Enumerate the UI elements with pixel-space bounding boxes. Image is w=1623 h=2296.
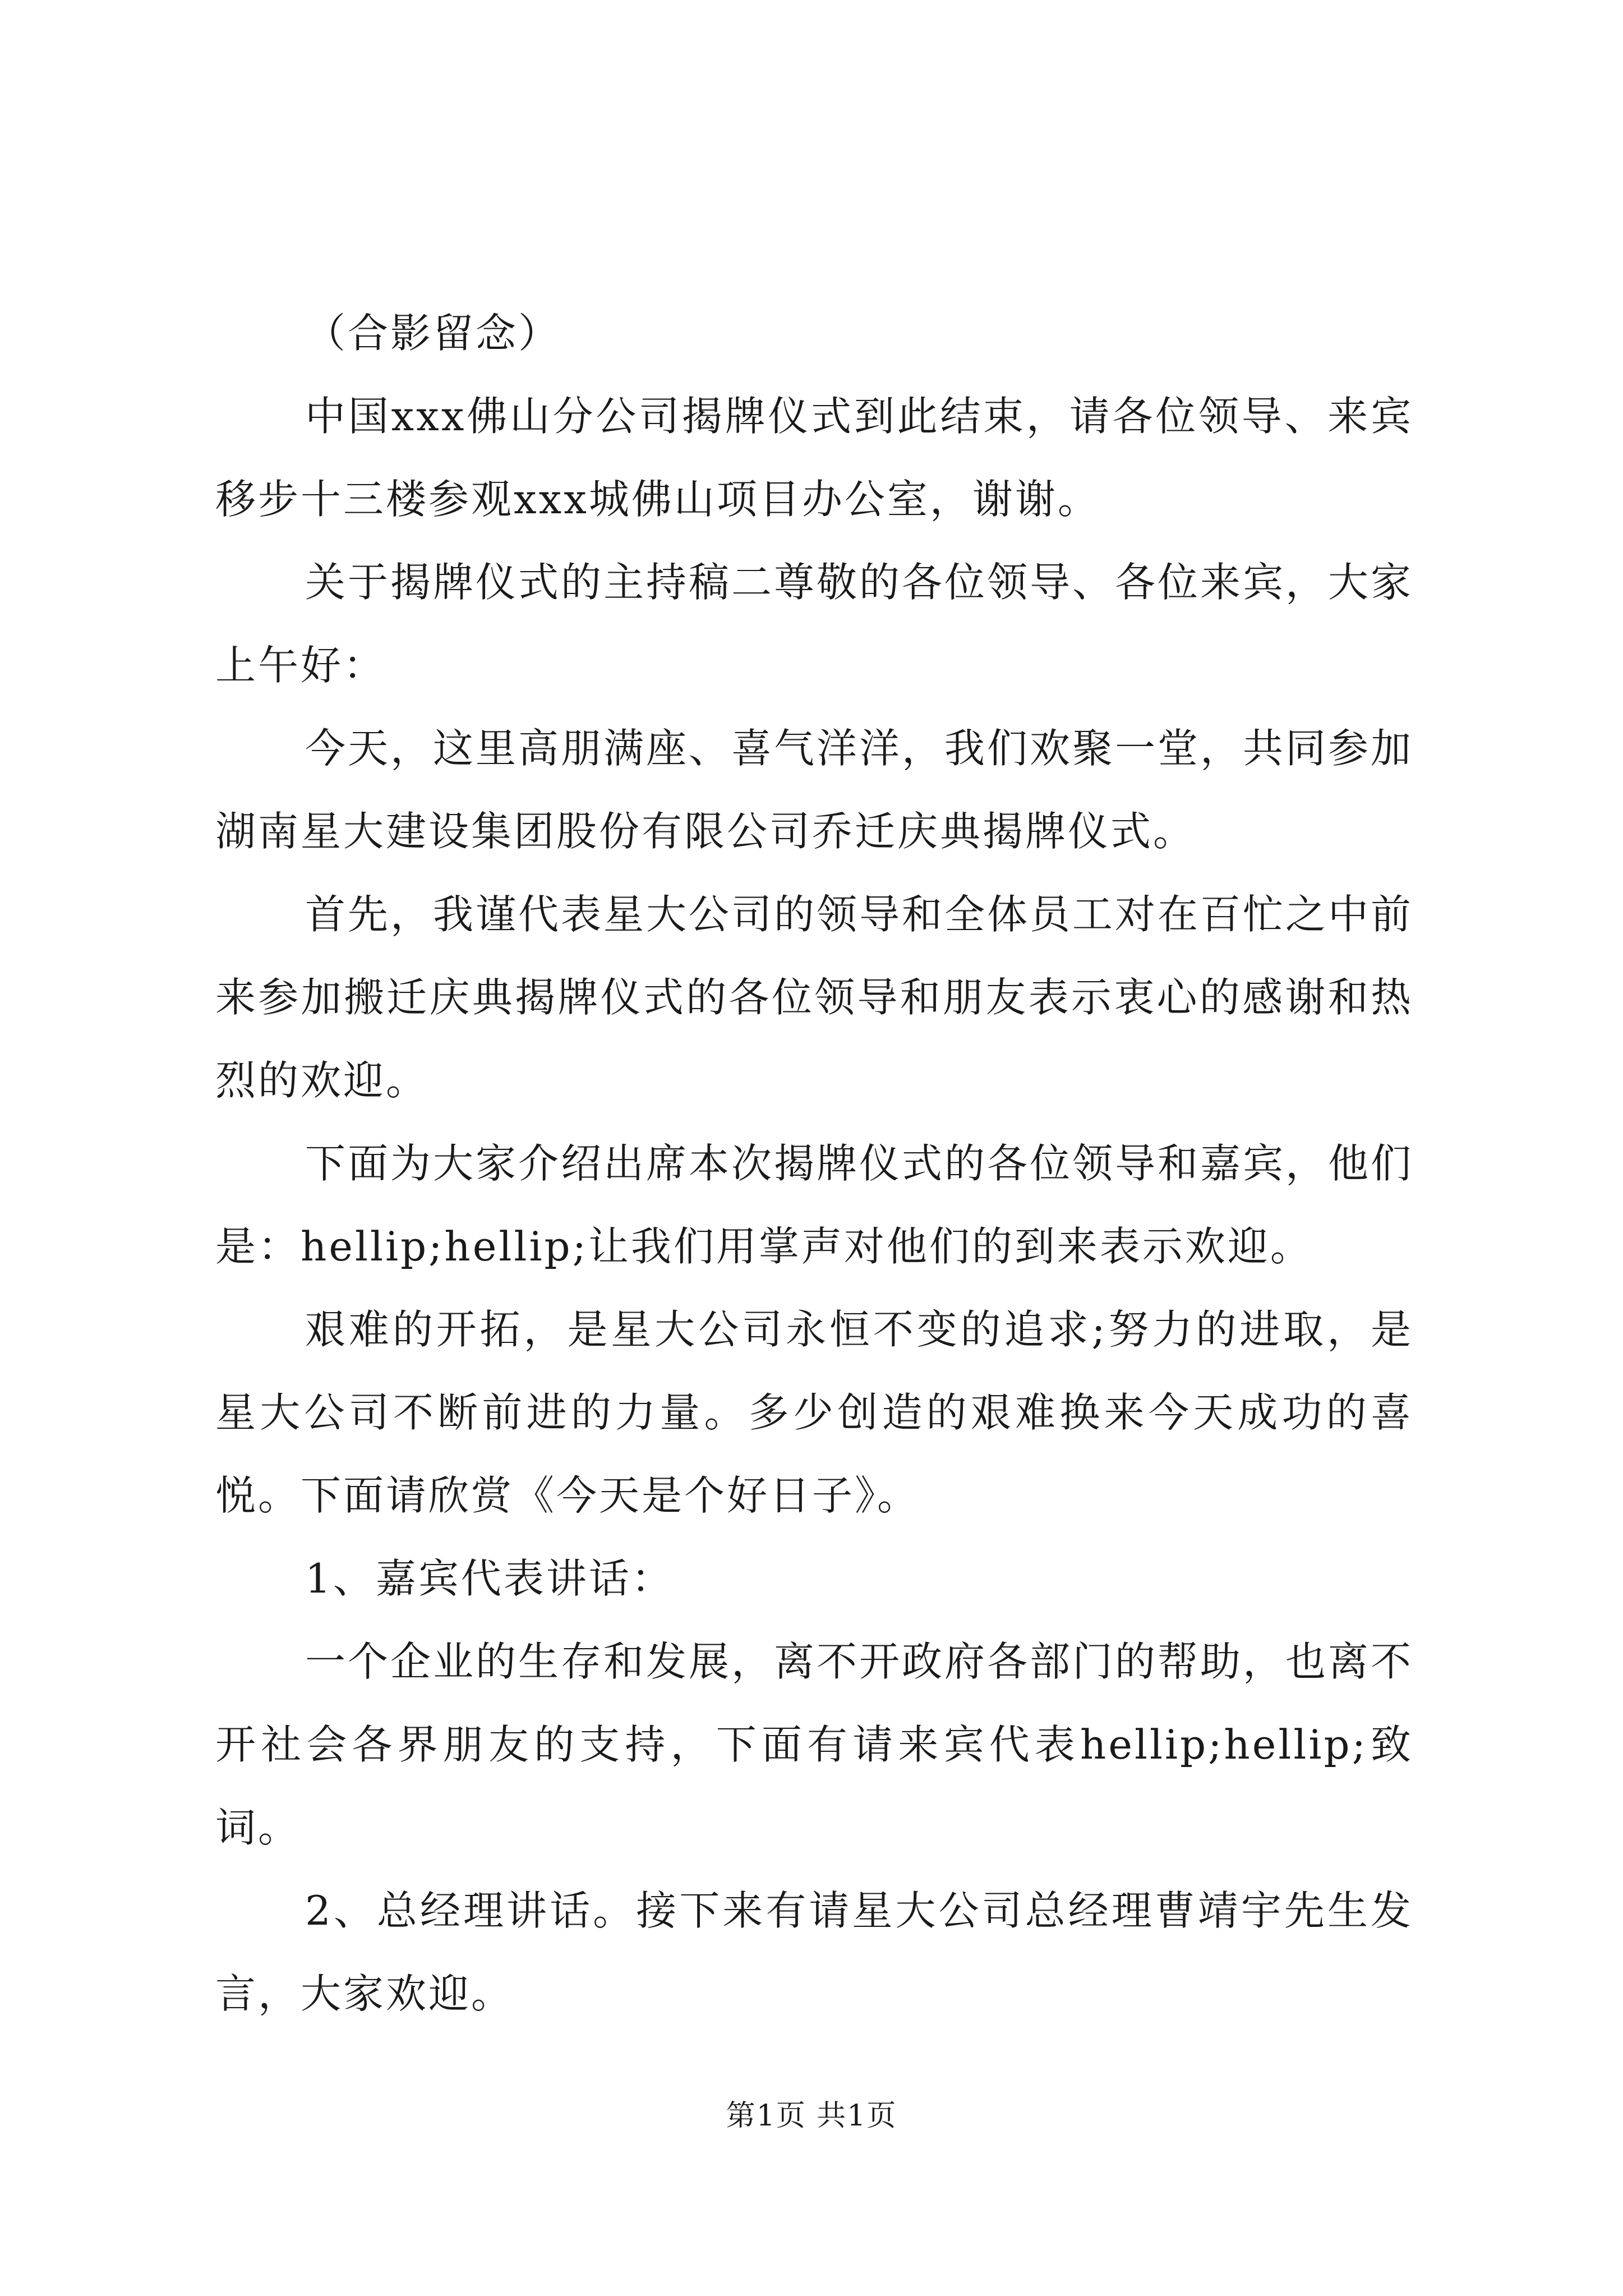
paragraph-manager-speech: 2、总经理讲话。接下来有请星大公司总经理曹靖宇先生发言，大家欢迎。 bbox=[215, 1887, 1413, 2017]
paragraph-guest-speech: 一个企业的生存和发展，离不开政府各部门的帮助，也离不开社会各界朋友的支持，下面有请来宾代表hellip;hellip;致词。 bbox=[215, 1638, 1414, 1851]
paragraph-guest-speech-heading: 1、嘉宾代表讲话： bbox=[305, 1555, 674, 1602]
paragraph-thanks: 首先，我谨代表星大公司的领导和全体员工对在百忙之中前来参加搬迁庆典揭牌仪式的各位领导和朋友表示衷心的感谢和热烈的欢迎。 bbox=[215, 891, 1414, 1104]
paragraph-group-photo: （合影留念） bbox=[305, 310, 561, 357]
paragraph-performance: 艰难的开拓，是星大公司永恒不变的追求;努力的进取，是星大公司不断前进的力量。多少创造的艰难换来今天成功的喜悦。下面请欣赏《今天是个好日子》。 bbox=[215, 1306, 1413, 1519]
paragraph-opening: 今天，这里高朋满座、喜气洋洋，我们欢聚一堂，共同参加湖南星大建设集团股份有限公司乔迁庆典揭牌仪式。 bbox=[215, 725, 1414, 855]
page-number: 第1页 共1页 bbox=[726, 2099, 897, 2133]
paragraph-introduction: 下面为大家介绍出席本次揭牌仪式的各位领导和嘉宾，他们是：hellip;hellip;让我们用掌声对他们的到来表示欢迎。 bbox=[215, 1140, 1414, 1270]
paragraph-greeting: 关于揭牌仪式的主持稿二尊敬的各位领导、各位来宾，大家上午好： bbox=[215, 559, 1414, 689]
paragraph-ceremony-end: 中国xxx佛山分公司揭牌仪式到此结束，请各位领导、来宾移步十三楼参观xxx城佛山项目办公室，谢谢。 bbox=[215, 393, 1413, 523]
document-body bbox=[215, 292, 1413, 2035]
